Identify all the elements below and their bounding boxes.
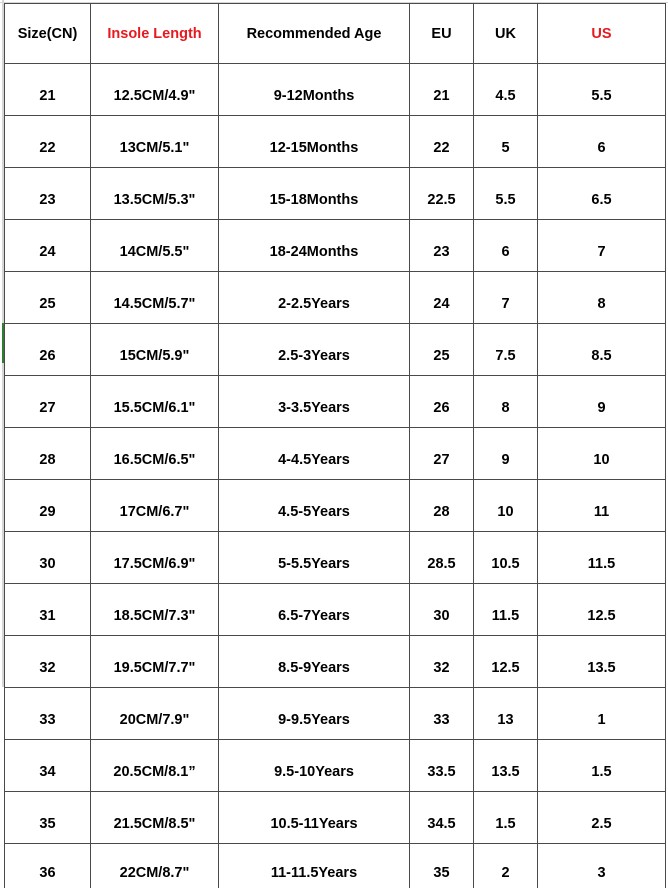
cell-uk[interactable]: 5.5 bbox=[474, 168, 538, 220]
cell-us[interactable]: 3 bbox=[538, 844, 666, 888]
header-us[interactable]: US bbox=[538, 4, 666, 64]
cell-insole-length[interactable]: 17CM/6.7" bbox=[91, 480, 219, 532]
cell-size-cn[interactable]: 25 bbox=[5, 272, 91, 324]
cell-uk[interactable]: 12.5 bbox=[474, 636, 538, 688]
cell-size-cn[interactable]: 27 bbox=[5, 376, 91, 428]
cell-recommended-age[interactable]: 2.5-3Years bbox=[219, 324, 410, 376]
cell-size-cn[interactable]: 22 bbox=[5, 116, 91, 168]
cell-eu[interactable]: 33 bbox=[410, 688, 474, 740]
cell-recommended-age[interactable]: 12-15Months bbox=[219, 116, 410, 168]
cell-us[interactable]: 1 bbox=[538, 688, 666, 740]
header-eu[interactable]: EU bbox=[410, 4, 474, 64]
cell-insole-length[interactable]: 12.5CM/4.9" bbox=[91, 64, 219, 116]
cell-us[interactable]: 5.5 bbox=[538, 64, 666, 116]
cell-insole-length[interactable]: 19.5CM/7.7" bbox=[91, 636, 219, 688]
cell-uk[interactable]: 7 bbox=[474, 272, 538, 324]
cell-size-cn[interactable]: 26 bbox=[5, 324, 91, 376]
cell-uk[interactable]: 9 bbox=[474, 428, 538, 480]
cell-us[interactable]: 1.5 bbox=[538, 740, 666, 792]
cell-eu[interactable]: 26 bbox=[410, 376, 474, 428]
cell-recommended-age[interactable]: 5-5.5Years bbox=[219, 532, 410, 584]
cell-us[interactable]: 6.5 bbox=[538, 168, 666, 220]
cell-uk[interactable]: 6 bbox=[474, 220, 538, 272]
cell-insole-length[interactable]: 16.5CM/6.5" bbox=[91, 428, 219, 480]
cell-uk[interactable]: 7.5 bbox=[474, 324, 538, 376]
table-row bbox=[5, 220, 666, 272]
cell-size-cn[interactable]: 35 bbox=[5, 792, 91, 844]
cell-eu[interactable]: 22 bbox=[410, 116, 474, 168]
cell-size-cn[interactable]: 34 bbox=[5, 740, 91, 792]
cell-us[interactable]: 10 bbox=[538, 428, 666, 480]
cell-recommended-age[interactable]: 9-9.5Years bbox=[219, 688, 410, 740]
cell-us[interactable]: 8 bbox=[538, 272, 666, 324]
cell-recommended-age[interactable]: 18-24Months bbox=[219, 220, 410, 272]
cell-uk[interactable]: 11.5 bbox=[474, 584, 538, 636]
cell-insole-length[interactable]: 13CM/5.1" bbox=[91, 116, 219, 168]
cell-eu[interactable]: 24 bbox=[410, 272, 474, 324]
table-row bbox=[5, 272, 666, 324]
header-insole-length[interactable]: Insole Length bbox=[91, 4, 219, 64]
cell-insole-length[interactable]: 20CM/7.9" bbox=[91, 688, 219, 740]
cell-insole-length[interactable]: 15CM/5.9" bbox=[91, 324, 219, 376]
table-row bbox=[5, 428, 666, 480]
cell-us[interactable]: 11 bbox=[538, 480, 666, 532]
cell-recommended-age[interactable]: 9-12Months bbox=[219, 64, 410, 116]
cell-eu[interactable]: 34.5 bbox=[410, 792, 474, 844]
table-body bbox=[5, 64, 666, 888]
cell-eu[interactable]: 22.5 bbox=[410, 168, 474, 220]
cell-uk[interactable]: 5 bbox=[474, 116, 538, 168]
table-row bbox=[5, 480, 666, 532]
cell-insole-length[interactable]: 18.5CM/7.3" bbox=[91, 584, 219, 636]
cell-us[interactable]: 11.5 bbox=[538, 532, 666, 584]
table-row bbox=[5, 376, 666, 428]
table-row bbox=[5, 688, 666, 740]
header-size-cn[interactable]: Size(CN) bbox=[5, 4, 91, 64]
table-row bbox=[5, 532, 666, 584]
cell-insole-length[interactable]: 15.5CM/6.1" bbox=[91, 376, 219, 428]
cell-uk[interactable]: 13.5 bbox=[474, 740, 538, 792]
cell-size-cn[interactable]: 30 bbox=[5, 532, 91, 584]
cell-size-cn[interactable]: 31 bbox=[5, 584, 91, 636]
cell-size-cn[interactable]: 29 bbox=[5, 480, 91, 532]
cell-size-cn[interactable]: 33 bbox=[5, 688, 91, 740]
size-chart-table bbox=[4, 3, 666, 888]
cell-insole-length[interactable]: 22CM/8.7" bbox=[91, 844, 219, 888]
cell-insole-length[interactable]: 20.5CM/8.1” bbox=[91, 740, 219, 792]
table-row bbox=[5, 740, 666, 792]
cell-recommended-age[interactable]: 8.5-9Years bbox=[219, 636, 410, 688]
table-row bbox=[5, 636, 666, 688]
cell-us[interactable]: 9 bbox=[538, 376, 666, 428]
cell-us[interactable]: 13.5 bbox=[538, 636, 666, 688]
table-header-row bbox=[5, 4, 666, 64]
cell-size-cn[interactable]: 32 bbox=[5, 636, 91, 688]
table-row bbox=[5, 792, 666, 844]
cell-size-cn[interactable]: 23 bbox=[5, 168, 91, 220]
cell-eu[interactable]: 28.5 bbox=[410, 532, 474, 584]
cell-eu[interactable]: 25 bbox=[410, 324, 474, 376]
cell-eu[interactable]: 27 bbox=[410, 428, 474, 480]
cell-size-cn[interactable]: 21 bbox=[5, 64, 91, 116]
cell-uk[interactable]: 13 bbox=[474, 688, 538, 740]
cell-recommended-age[interactable]: 15-18Months bbox=[219, 168, 410, 220]
cell-size-cn[interactable]: 24 bbox=[5, 220, 91, 272]
cell-recommended-age[interactable]: 4-4.5Years bbox=[219, 428, 410, 480]
cell-eu[interactable]: 28 bbox=[410, 480, 474, 532]
cell-us[interactable]: 6 bbox=[538, 116, 666, 168]
header-uk[interactable]: UK bbox=[474, 4, 538, 64]
table-row bbox=[5, 116, 666, 168]
table-row bbox=[5, 64, 666, 116]
cell-recommended-age[interactable]: 6.5-7Years bbox=[219, 584, 410, 636]
cell-recommended-age[interactable]: 3-3.5Years bbox=[219, 376, 410, 428]
header-recommended-age[interactable]: Recommended Age bbox=[219, 4, 410, 64]
cell-uk[interactable]: 2 bbox=[474, 844, 538, 888]
cell-us[interactable]: 12.5 bbox=[538, 584, 666, 636]
cell-eu[interactable]: 23 bbox=[410, 220, 474, 272]
table-row bbox=[5, 844, 666, 888]
cell-insole-length[interactable]: 14.5CM/5.7" bbox=[91, 272, 219, 324]
cell-uk[interactable]: 1.5 bbox=[474, 792, 538, 844]
table-row bbox=[5, 324, 666, 376]
cell-recommended-age[interactable]: 11-11.5Years bbox=[219, 844, 410, 888]
table-row bbox=[5, 168, 666, 220]
cell-insole-length[interactable]: 13.5CM/5.3" bbox=[91, 168, 219, 220]
cell-uk[interactable]: 8 bbox=[474, 376, 538, 428]
cell-eu[interactable]: 33.5 bbox=[410, 740, 474, 792]
table-row bbox=[5, 584, 666, 636]
cell-eu[interactable]: 30 bbox=[410, 584, 474, 636]
cell-eu[interactable]: 21 bbox=[410, 64, 474, 116]
cell-eu[interactable]: 32 bbox=[410, 636, 474, 688]
cell-size-cn[interactable]: 36 bbox=[5, 844, 91, 888]
cell-uk[interactable]: 10.5 bbox=[474, 532, 538, 584]
cell-recommended-age[interactable]: 2-2.5Years bbox=[219, 272, 410, 324]
cell-recommended-age[interactable]: 9.5-10Years bbox=[219, 740, 410, 792]
cell-uk[interactable]: 4.5 bbox=[474, 64, 538, 116]
cell-size-cn[interactable]: 28 bbox=[5, 428, 91, 480]
cell-insole-length[interactable]: 17.5CM/6.9" bbox=[91, 532, 219, 584]
cell-us[interactable]: 2.5 bbox=[538, 792, 666, 844]
cell-insole-length[interactable]: 21.5CM/8.5" bbox=[91, 792, 219, 844]
cell-insole-length[interactable]: 14CM/5.5" bbox=[91, 220, 219, 272]
cell-recommended-age[interactable]: 10.5-11Years bbox=[219, 792, 410, 844]
cell-us[interactable]: 8.5 bbox=[538, 324, 666, 376]
cell-eu[interactable]: 35 bbox=[410, 844, 474, 888]
cell-uk[interactable]: 10 bbox=[474, 480, 538, 532]
cell-us[interactable]: 7 bbox=[538, 220, 666, 272]
cell-recommended-age[interactable]: 4.5-5Years bbox=[219, 480, 410, 532]
